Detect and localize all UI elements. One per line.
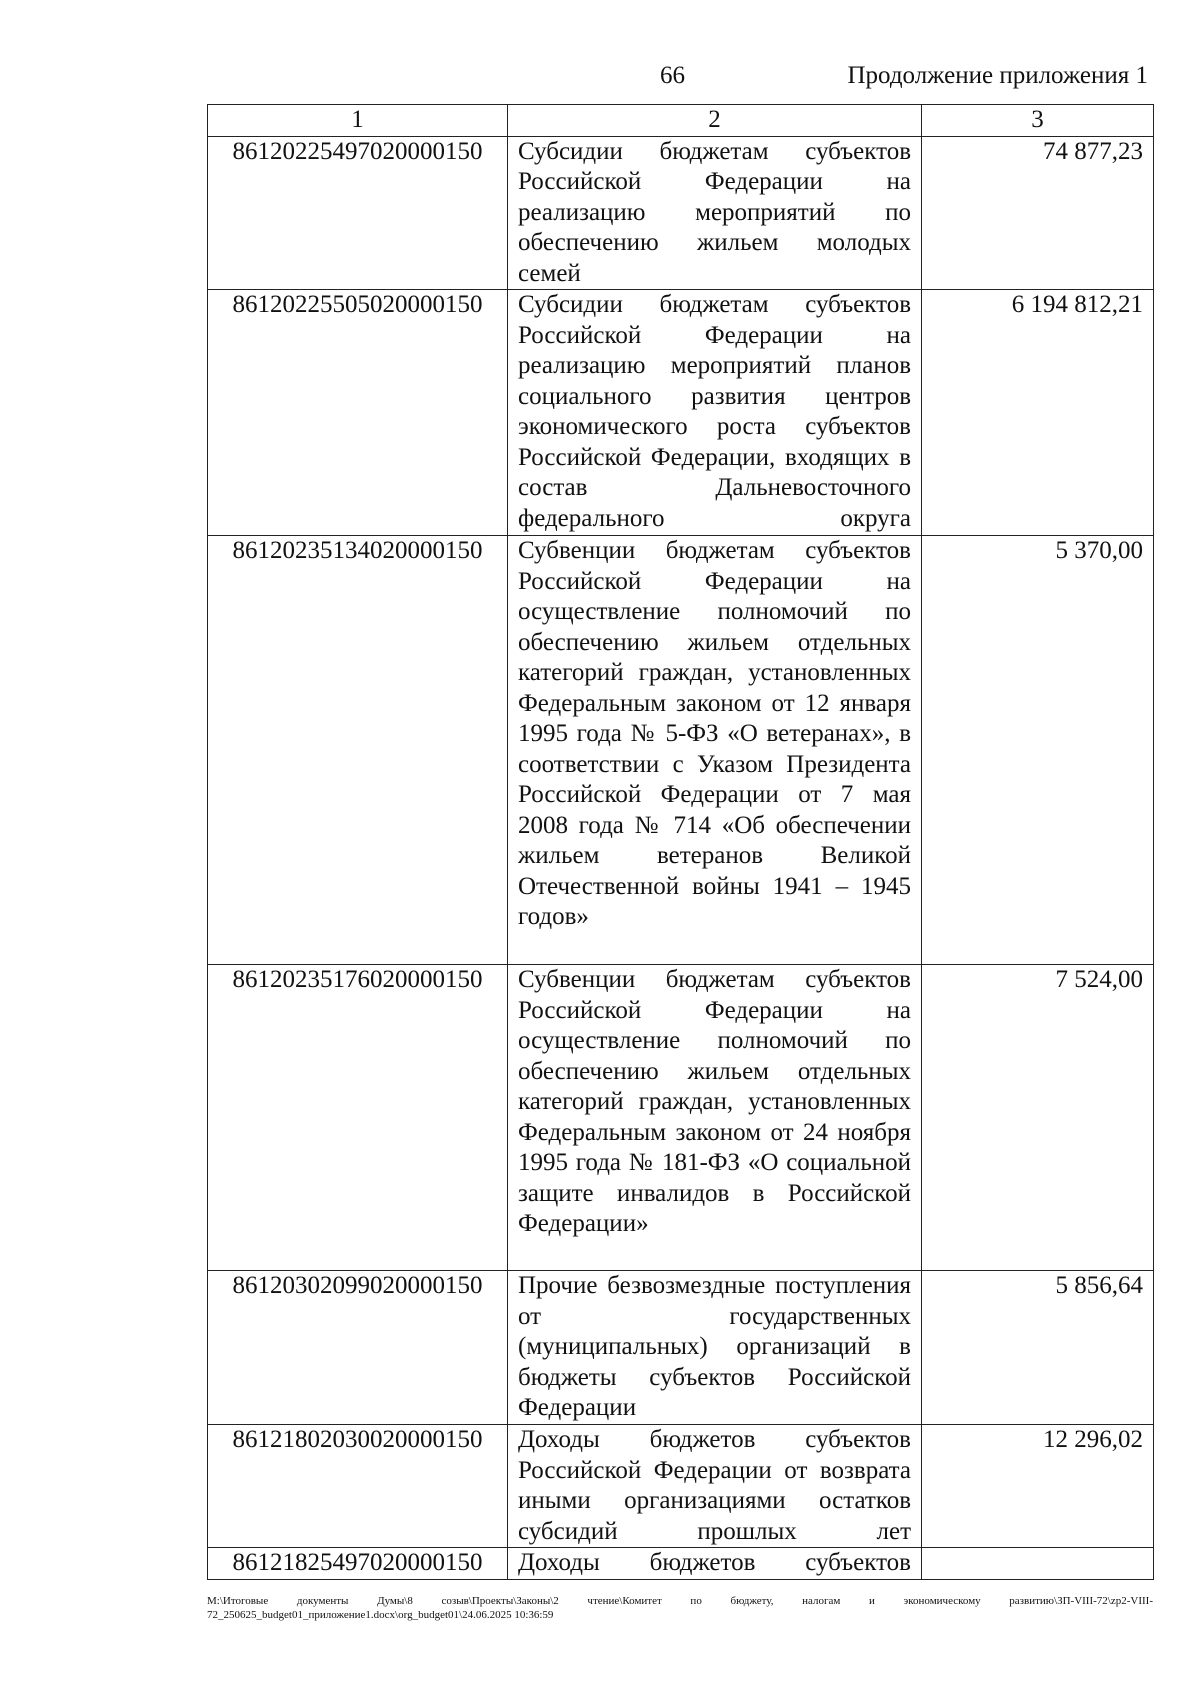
row-code: 86120225505020000150 [208,290,508,536]
row-amount: 12 296,02 [922,1425,1154,1548]
continuation-heading: Продолжение приложения 1 [847,62,1148,89]
page-number: 66 [660,62,685,89]
table-row [208,1425,1154,1548]
row-code: 86121825497020000150 [208,1548,508,1580]
row-code: 86121802030020000150 [208,1425,508,1548]
table-header-row [208,105,1154,137]
table-row [208,965,1154,1271]
row-description: Прочие безвозмездные поступления от государственных (муниципальных) организаций в бюджеты субъектов Российской Федерации [508,1271,922,1425]
file-path-footer: M:\Итоговые документы Думы\8 созыв\Проекты\Законы\2 чтение\Комитет по бюджету, налогам и экономическому развитию\ЗП-VIII-72\zp2-VIII-72_250625_budget01_приложение1.docx\org_budget01\24.06.2025 10:36:59 [207,1595,1153,1621]
row-code: 86120302099020000150 [208,1271,508,1425]
column-number-1: 1 [208,105,508,137]
row-code: 86120225497020000150 [208,136,508,290]
table-row [208,290,1154,536]
table-row [208,1548,1154,1580]
row-description: Субвенции бюджетам субъектов Российской Федерации на осуществление полномочий по обеспечению жильем отдельных категорий граждан, установленных Федеральным законом от 24 ноября 1995 года № 181-ФЗ «О социальной защите инвалидов в Российской Федерации» [508,965,922,1271]
row-amount: 74 877,23 [922,136,1154,290]
budget-table [207,104,1154,1580]
row-amount: 5 370,00 [922,536,1154,965]
table-row [208,536,1154,965]
row-amount: 6 194 812,21 [922,290,1154,536]
row-description: Субвенции бюджетам субъектов Российской Федерации на осуществление полномочий по обеспечению жильем отдельных категорий граждан, установленных Федеральным законом от 12 января 1995 года № 5-ФЗ «О ветеранах», в соответствии с Указом Президента Российской Федерации от 7 мая 2008 года № 714 «Об обеспечении жильем ветеранов Великой Отечественной войны 1941 – 1945 годов» [508,536,922,965]
row-description: Субсидии бюджетам субъектов Российской Федерации на реализацию мероприятий планов социального развития центров экономического роста субъектов Российской Федерации, входящих в состав Дальневосточного федерального округа [508,290,922,536]
row-code: 86120235176020000150 [208,965,508,1271]
row-description: Доходы бюджетов субъектов [508,1548,922,1580]
column-number-2: 2 [508,105,922,137]
row-description: Субсидии бюджетам субъектов Российской Федерации на реализацию мероприятий по обеспечению жильем молодых семей [508,136,922,290]
row-amount: 7 524,00 [922,965,1154,1271]
row-description: Доходы бюджетов субъектов Российской Федерации от возврата иными организациями остатков субсидий прошлых лет [508,1425,922,1548]
table-row [208,1271,1154,1425]
row-code: 86120235134020000150 [208,536,508,965]
table-row [208,136,1154,290]
column-number-3: 3 [922,105,1154,137]
row-amount: 5 856,64 [922,1271,1154,1425]
row-amount [922,1548,1154,1580]
